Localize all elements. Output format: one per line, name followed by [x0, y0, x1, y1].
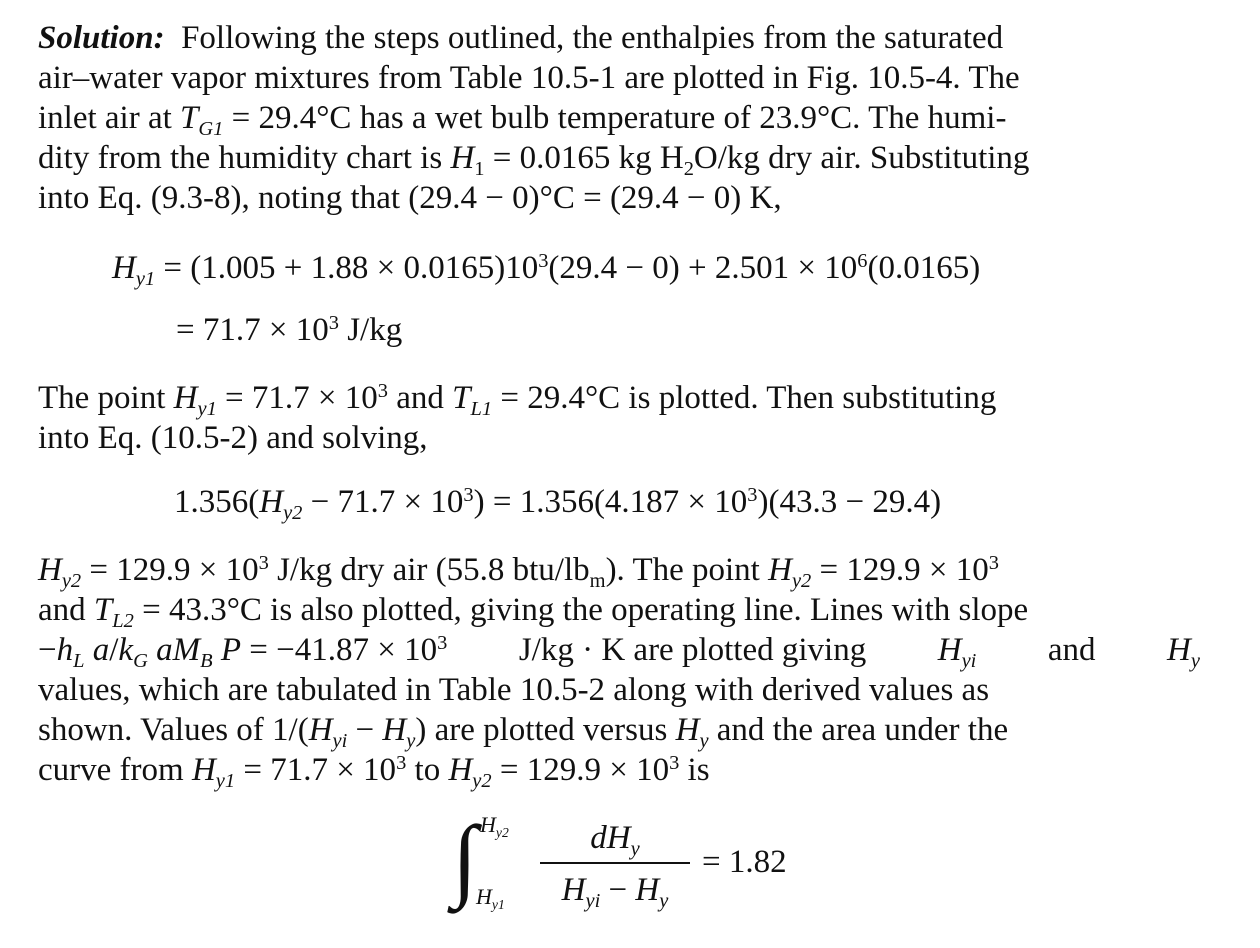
integral-upper-limit: $H_{y2}$: [480, 812, 509, 840]
equation-enthalpy-1-result: = $71.7 \times 10^3$ J/kg: [176, 311, 403, 348]
solution-label: Solution:: [38, 20, 165, 56]
text-line: The point $H_{y1} = 71.7 \times 10^3$ and $T_{L1} = 29.4^\circ C$ is plotted. Then substituting: [38, 379, 997, 421]
fraction-denominator: $H_{yi} - H_y$: [561, 872, 669, 913]
fraction-bar: [540, 862, 690, 864]
text-line: curve from $H_{y1} = 71.7 \times 10^3$ to $H_{y2} = 129.9 \times 10^3$ is: [38, 751, 710, 793]
integrand-fraction: [540, 818, 690, 913]
text-line: shown. Values of $1/(H_{yi} - H_y)$ are plotted versus $H_y$ and the area under the: [38, 712, 1009, 753]
paragraph-point-1: [38, 378, 1200, 458]
paragraph-solution: [38, 18, 1200, 218]
text-line: into Eq. (9.3-8), noting that (29.4 − 0)°C = (29.4 − 0) K,: [38, 180, 782, 216]
text-line: values, which are tabulated in Table 10.5-2 along with derived values as: [38, 672, 990, 708]
integral-result: = 1.82: [702, 844, 787, 880]
text-line: dity from the humidity chart is $H_1 = 0.0165$ kg $H_2O/kg$ dry air. Substituting: [38, 140, 1030, 181]
integral-lower-limit: $H_{y1}$: [476, 884, 505, 912]
equation-operating-line: $1.356(H_{y2} - 71.7 \times 10^3) = 1.356(4.187 \times 10^3)(43.3 - 29.4)$: [174, 483, 942, 525]
integral-sign: ∫: [452, 807, 478, 909]
paragraph-point-2: [38, 550, 1200, 793]
text-line: $-h_L$ $a/k_G$ $aM_B$ $P = -41.87 \times 10^3$ J/kg · K are plotted giving $H_{yi}$ and $H_y$: [38, 631, 1200, 673]
text-line: inlet air at $T_{G1} = 29.4^\circ C$ has a wet bulb temperature of 23.9°C. The humi-: [38, 100, 1007, 141]
fraction-numerator: $dH_y$: [590, 820, 640, 861]
text-line: into Eq. (10.5-2) and solving,: [38, 420, 428, 456]
text-line: and $T_{L2} = 43.3^\circ C$ is also plotted, giving the operating line. Lines with slope: [38, 592, 1029, 633]
equation-enthalpy-1: $H_{y1} = (1.005 + 1.88 \times 0.0165)10^3(29.4 - 0) + 2.501 \times 10^6(0.0165)$: [112, 249, 981, 291]
text-line: $H_{y2} = 129.9 \times 10^3$ J/kg dry air (55.8 btu/$lb_m$). The point $H_{y2} = 129.9 \times 10^3$: [38, 551, 999, 593]
text-line: Solution: Following the steps outlined, the enthalpies from the saturated: [38, 20, 1004, 56]
equation-integral: [452, 808, 812, 918]
text-line: air–water vapor mixtures from Table 10.5-1 are plotted in Fig. 10.5-4. The: [38, 60, 1020, 96]
